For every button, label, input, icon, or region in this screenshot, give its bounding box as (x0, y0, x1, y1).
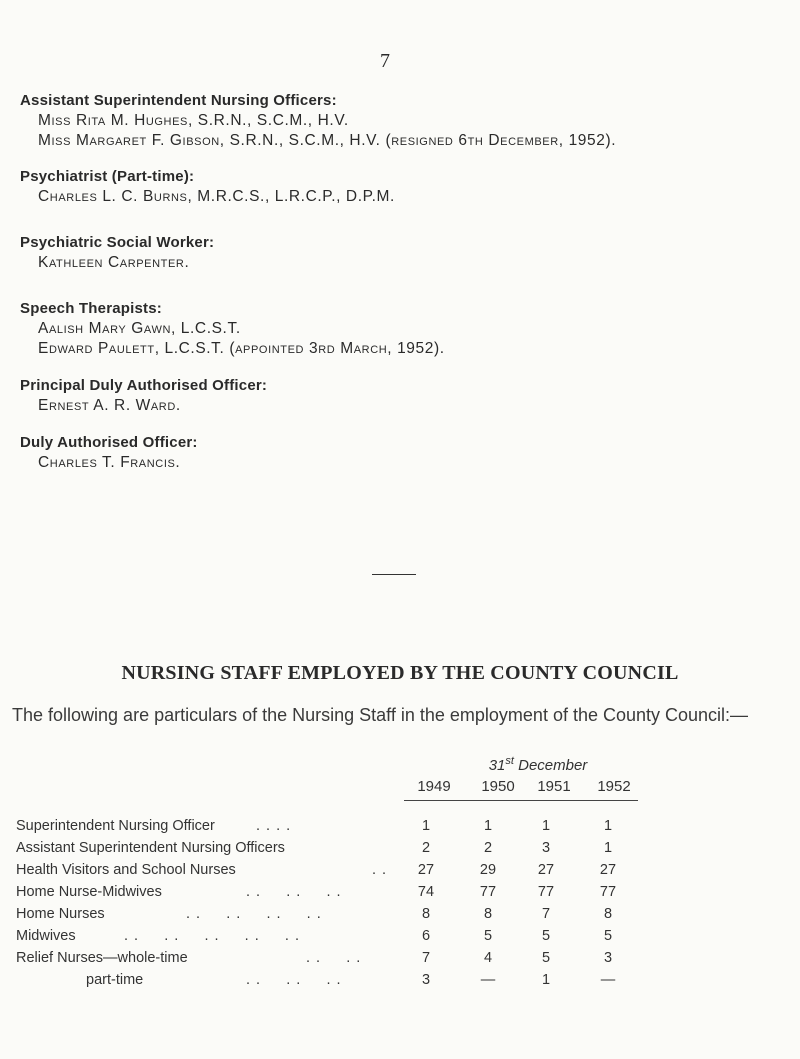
column-header-year: 1951 (537, 778, 571, 795)
leader-dots: . . . . . . (246, 972, 342, 988)
cell-1952: 8 (603, 906, 613, 922)
column-header-year: 1950 (481, 778, 515, 795)
leader-dots: . . . . . . (246, 884, 342, 900)
span-header-month: December (513, 757, 588, 774)
cell-1949: 7 (421, 950, 431, 966)
cell-1949: 3 (421, 972, 431, 988)
section-heading: Psychiatrist (Part-time): (20, 168, 195, 185)
cell-1949: 27 (417, 862, 435, 878)
cell-1952: 27 (599, 862, 617, 878)
table-row (0, 884, 800, 904)
row-label: Home Nurse-Midwives (16, 884, 162, 900)
staff-section-duly-authorised-officer (20, 434, 720, 474)
cell-1952: 77 (599, 884, 617, 900)
cell-1952: — (600, 972, 616, 988)
staff-section-psychiatric-social-worker (20, 234, 720, 274)
cell-1949: 8 (421, 906, 431, 922)
section-heading: Speech Therapists: (20, 300, 162, 317)
cell-1950: 77 (479, 884, 497, 900)
leader-dots: . . (372, 862, 388, 878)
leader-dots: . . . . (306, 950, 362, 966)
cell-1951: 1 (541, 972, 551, 988)
table-row (0, 862, 800, 882)
section-heading: Assistant Superintendent Nursing Officers: (20, 92, 337, 109)
column-group-header (476, 755, 600, 774)
staff-entry: Miss Margaret F. Gibson, S.R.N., S.C.M., H.V. (resigned 6th December, 1952). (38, 132, 617, 149)
row-label: Relief Nurses—whole-time (16, 950, 188, 966)
staff-entry: Charles L. C. Burns, M.R.C.S., L.R.C.P., D.P.M. (38, 188, 395, 205)
staff-entry: Aalish Mary Gawn, L.C.S.T. (38, 320, 241, 337)
staff-entry: Kathleen Carpenter. (38, 254, 190, 271)
table-row (0, 950, 800, 970)
span-header-suffix: st (505, 755, 514, 767)
cell-1949: 74 (417, 884, 435, 900)
section-heading: Principal Duly Authorised Officer: (20, 377, 268, 394)
staff-section-psychiatrist (20, 168, 720, 208)
cell-1950: 4 (483, 950, 493, 966)
staff-section-principal-duly-authorised-officer (20, 377, 720, 417)
cell-1949: 2 (421, 840, 431, 856)
cell-1952: 1 (603, 818, 613, 834)
cell-1950: — (480, 972, 496, 988)
column-header-year: 1949 (417, 778, 451, 795)
cell-1951: 5 (541, 928, 551, 944)
cell-1951: 7 (541, 906, 551, 922)
table-row (0, 818, 800, 838)
header-rule (404, 800, 638, 801)
cell-1952: 1 (603, 840, 613, 856)
cell-1950: 29 (479, 862, 497, 878)
row-label: part-time (86, 972, 144, 988)
page-number: 7 (380, 50, 390, 72)
table-row (0, 972, 800, 992)
span-header-day: 31 (488, 757, 506, 774)
cell-1950: 5 (483, 928, 493, 944)
cell-1950: 2 (483, 840, 493, 856)
row-label: Home Nurses (16, 906, 105, 922)
cell-1951: 77 (537, 884, 555, 900)
table-row (0, 928, 800, 948)
table-row (0, 840, 800, 860)
staff-entry: Charles T. Francis. (38, 454, 181, 471)
cell-1952: 5 (603, 928, 613, 944)
cell-1950: 8 (483, 906, 493, 922)
staff-entry: Ernest A. R. Ward. (38, 397, 181, 414)
leader-dots: . . . . . . . . (186, 906, 322, 922)
cell-1950: 1 (483, 818, 493, 834)
table-intro: The following are particulars of the Nursing Staff in the employment of the County Council:— (12, 705, 749, 725)
row-label: Assistant Superintendent Nursing Officers (16, 840, 285, 856)
section-heading: Psychiatric Social Worker: (20, 234, 215, 251)
column-header-year: 1952 (597, 778, 631, 795)
cell-1951: 5 (541, 950, 551, 966)
table-title: NURSING STAFF EMPLOYED BY THE COUNTY COUNCIL (121, 662, 679, 684)
cell-1949: 6 (421, 928, 431, 944)
cell-1952: 3 (603, 950, 613, 966)
row-label: Health Visitors and School Nurses (16, 862, 236, 878)
staff-entry: Edward Paulett, L.C.S.T. (appointed 3rd March, 1952). (38, 340, 445, 357)
section-heading: Duly Authorised Officer: (20, 434, 198, 451)
staff-section-assistant-superintendents (20, 92, 720, 152)
staff-section-speech-therapists (20, 300, 720, 360)
cell-1951: 3 (541, 840, 551, 856)
cell-1951: 27 (537, 862, 555, 878)
cell-1951: 1 (541, 818, 551, 834)
section-divider (372, 574, 416, 575)
cell-1949: 1 (421, 818, 431, 834)
table-row (0, 906, 800, 926)
row-label: Midwives (16, 928, 76, 944)
row-label: Superintendent Nursing Officer (16, 818, 215, 834)
leader-dots: . . . . (256, 818, 292, 834)
staff-entry: Miss Rita M. Hughes, S.R.N., S.C.M., H.V. (38, 112, 349, 129)
leader-dots: . . . . . . . . . . (124, 928, 300, 944)
